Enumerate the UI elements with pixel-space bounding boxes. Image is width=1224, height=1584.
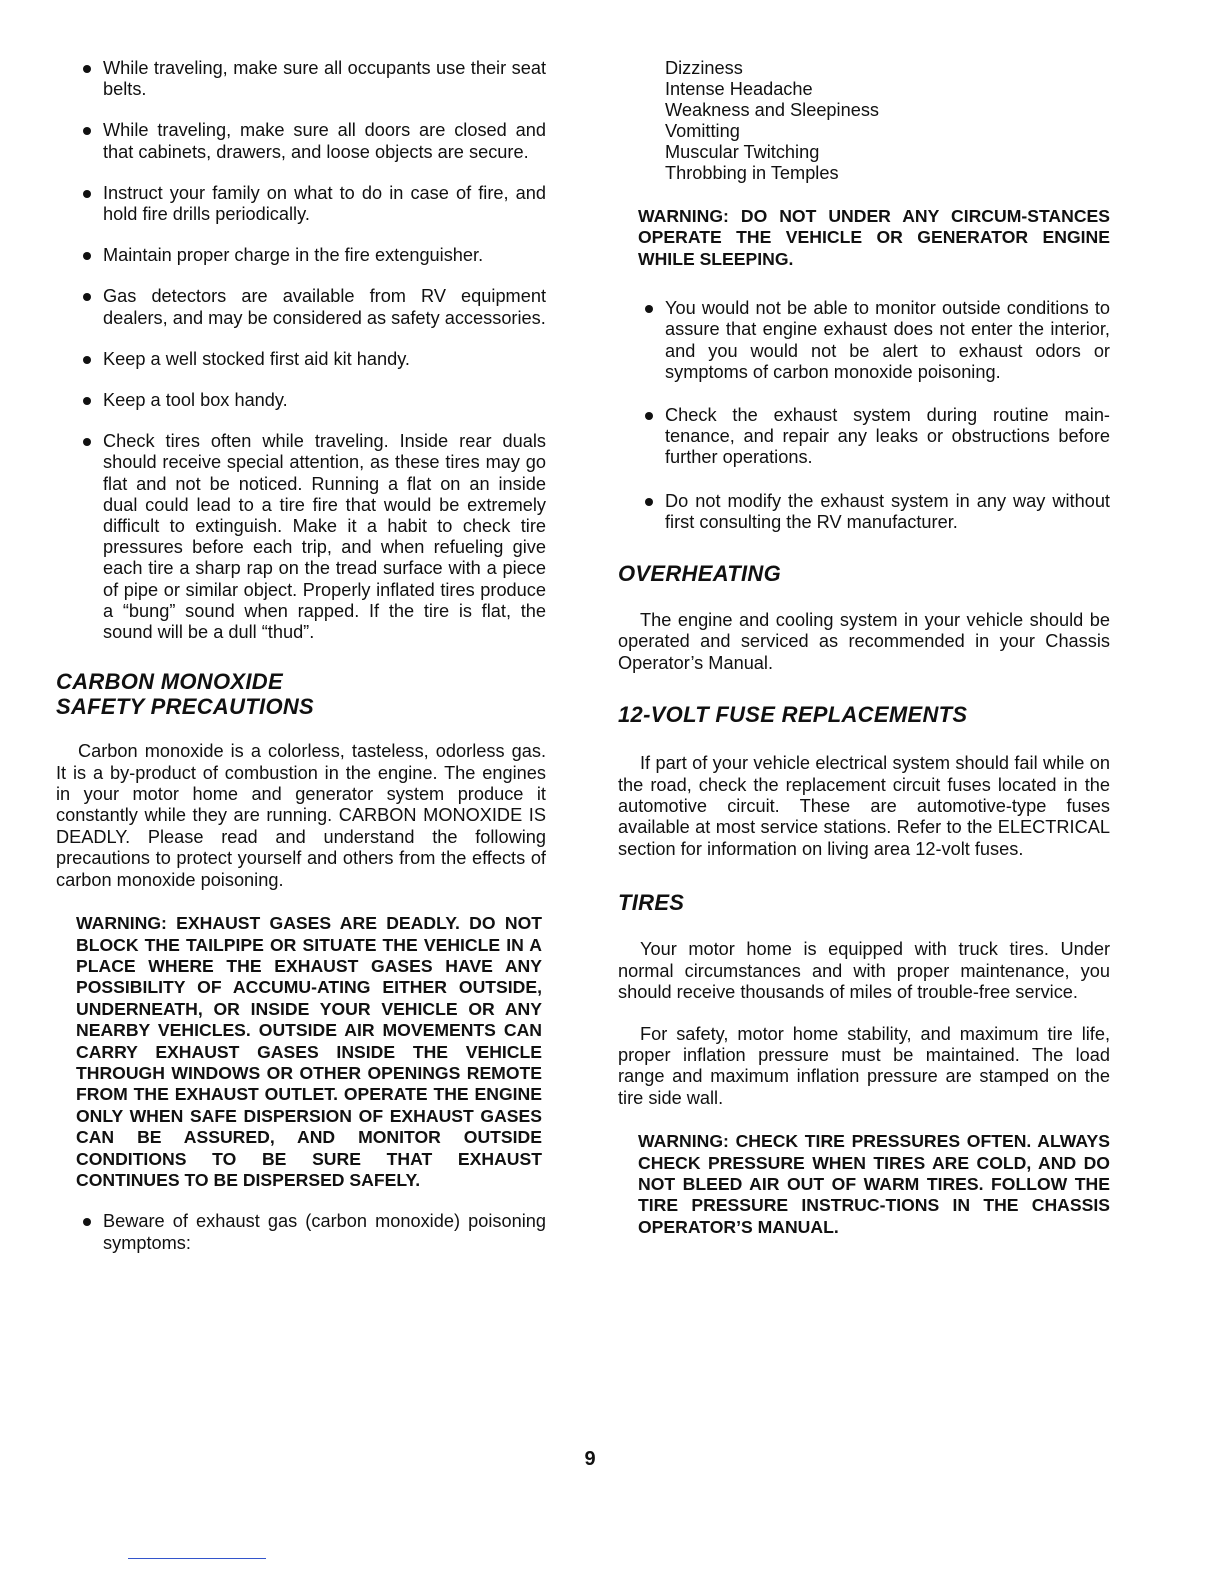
- symptom-item: Intense Headache: [665, 79, 813, 99]
- left-column: [56, 58, 546, 1274]
- tires-warning: WARNING: CHECK TIRE PRESSURES OFTEN. ALWAYS CHECK PRESSURE WHEN TIRES ARE COLD, AND DO NOT BLEED AIR OUT OF WARM TIRES. FOLLOW THE TIRE PRESSURE INSTRUC-TIONS IN THE CHASSIS OPERATOR’S MANUAL.: [638, 1131, 1110, 1237]
- symptom-list: [665, 58, 1110, 184]
- list-item: While traveling, make sure all doors are closed and that cabinets, drawers, and loose objects are secure.: [56, 120, 546, 162]
- sleep-warning: WARNING: DO NOT UNDER ANY CIRCUM-STANCES OPERATE THE VEHICLE OR GENERATOR ENGINE WHILE SLEEPING.: [638, 206, 1110, 269]
- list-item: Keep a well stocked first aid kit handy.: [56, 349, 546, 370]
- overheating-paragraph: The engine and cooling system in your vehicle should be operated and serviced as recommended in your Chassis Operator’s Manual.: [618, 610, 1110, 673]
- symptom-item: Dizziness: [665, 58, 743, 78]
- tires-heading: TIRES: [618, 890, 685, 916]
- co-heading: [56, 669, 546, 719]
- list-item: You would not be able to monitor outside conditions to assure that engine exhaust does not enter the interior, and you would not be alert to exhaust odors or symptoms of carbon monoxide poisoning.: [618, 298, 1110, 383]
- page-number: 9: [584, 1448, 596, 1470]
- co-warning: WARNING: EXHAUST GASES ARE DEADLY. DO NOT BLOCK THE TAILPIPE OR SITUATE THE VEHICLE IN A PLACE WHERE THE EXHAUST GASES HAVE ANY POSSIBILITY OF ACCUMU-ATING EITHER OUTSIDE, UNDERNEATH, OR INSIDE YOUR VEHICLE OR ANY NEARBY VEHICLES. OUTSIDE AIR MOVEMENTS CAN CARRY EXHAUST GASES INSIDE THE VEHICLE THROUGH WINDOWS OR OTHER OPENINGS REMOTE FROM THE EXHAUST OUTLET. OPERATE THE ENGINE ONLY WHEN SAFE DISPERSION OF EXHAUST GASES CAN BE ASSURED, AND MONITOR OUTSIDE CONDITIONS TO BE SURE THAT EXHAUST CONTINUES TO BE DISPERSED SAFELY.: [76, 913, 542, 1190]
- co-intro-paragraph: Carbon monoxide is a colorless, tasteless, odorless gas. It is a by-product of combustion in the engine. The engines in your motor home and generator system produce it constantly while they are running. CARBON MONOXIDE IS DEADLY. Please read and understand the following precautions to protect yourself and others from the effects of carbon monoxide poisoning.: [56, 741, 546, 890]
- divider: [128, 1558, 266, 1559]
- list-item: Gas detectors are available from RV equipment dealers, and may be considered as safety accessories.: [56, 286, 546, 328]
- fuse-paragraph: If part of your vehicle electrical system should fail while on the road, check the replacement circuit fuses located in the automotive circuit. These are automotive-type fuses available at most service stations. Refer to the ELECTRICAL section for information on living area 12-volt fuses.: [618, 753, 1110, 859]
- list-item: Maintain proper charge in the fire extenguisher.: [56, 245, 546, 266]
- right-column: [618, 58, 1110, 1238]
- list-item: Beware of exhaust gas (carbon monoxide) poisoning symptoms:: [56, 1211, 546, 1253]
- list-item: Do not modify the exhaust system in any way without first consulting the RV manufacturer.: [618, 491, 1110, 533]
- symptom-item: Vomitting: [665, 121, 740, 141]
- overheating-heading: OVERHEATING: [618, 561, 782, 587]
- list-item: Keep a tool box handy.: [56, 390, 546, 411]
- tires-paragraph-1: Your motor home is equipped with truck tires. Under normal circumstances and with proper maintenance, you should receive thousands of miles of trouble-free service.: [618, 939, 1110, 1003]
- symptom-item: Weakness and Sleepiness: [665, 100, 880, 120]
- list-item: Instruct your family on what to do in case of fire, and hold fire drills periodically.: [56, 183, 546, 225]
- tires-paragraph-2: For safety, motor home stability, and maximum tire life, proper inflation pressure must be maintained. The load range and maximum inflation pressure are stamped on the tire side wall.: [618, 1023, 1110, 1108]
- co-heading-line2: SAFETY PRECAUTIONS: [56, 694, 315, 720]
- list-item: Check tires often while traveling. Inside rear duals should receive special attention, as these tires may go flat and not be noticed. Running a flat on an inside dual could lead to a tire fire that would be extremely difficult to extinguish. Make it a habit to check tire pressures before each trip, and when refueling give each tire a sharp rap on the tread surface with a piece of pipe or similar object. Properly inflated tires produce a “bung” sound when rapped. If the tire is flat, the sound will be a dull “thud”.: [56, 431, 546, 643]
- exhaust-bullet-list: [618, 298, 1110, 533]
- symptom-bullet-list: [56, 1211, 546, 1253]
- symptom-item: Muscular Twitching: [665, 142, 820, 162]
- symptom-item: Throbbing in Temples: [665, 163, 839, 183]
- fuse-heading: 12-VOLT FUSE REPLACEMENTS: [618, 702, 968, 728]
- co-heading-line1: CARBON MONOXIDE: [56, 669, 283, 695]
- safety-bullet-list: [56, 58, 546, 643]
- list-item: While traveling, make sure all occupants use their seat belts.: [56, 58, 546, 100]
- list-item: Check the exhaust system during routine main-tenance, and repair any leaks or obstructions before further operations.: [618, 405, 1110, 469]
